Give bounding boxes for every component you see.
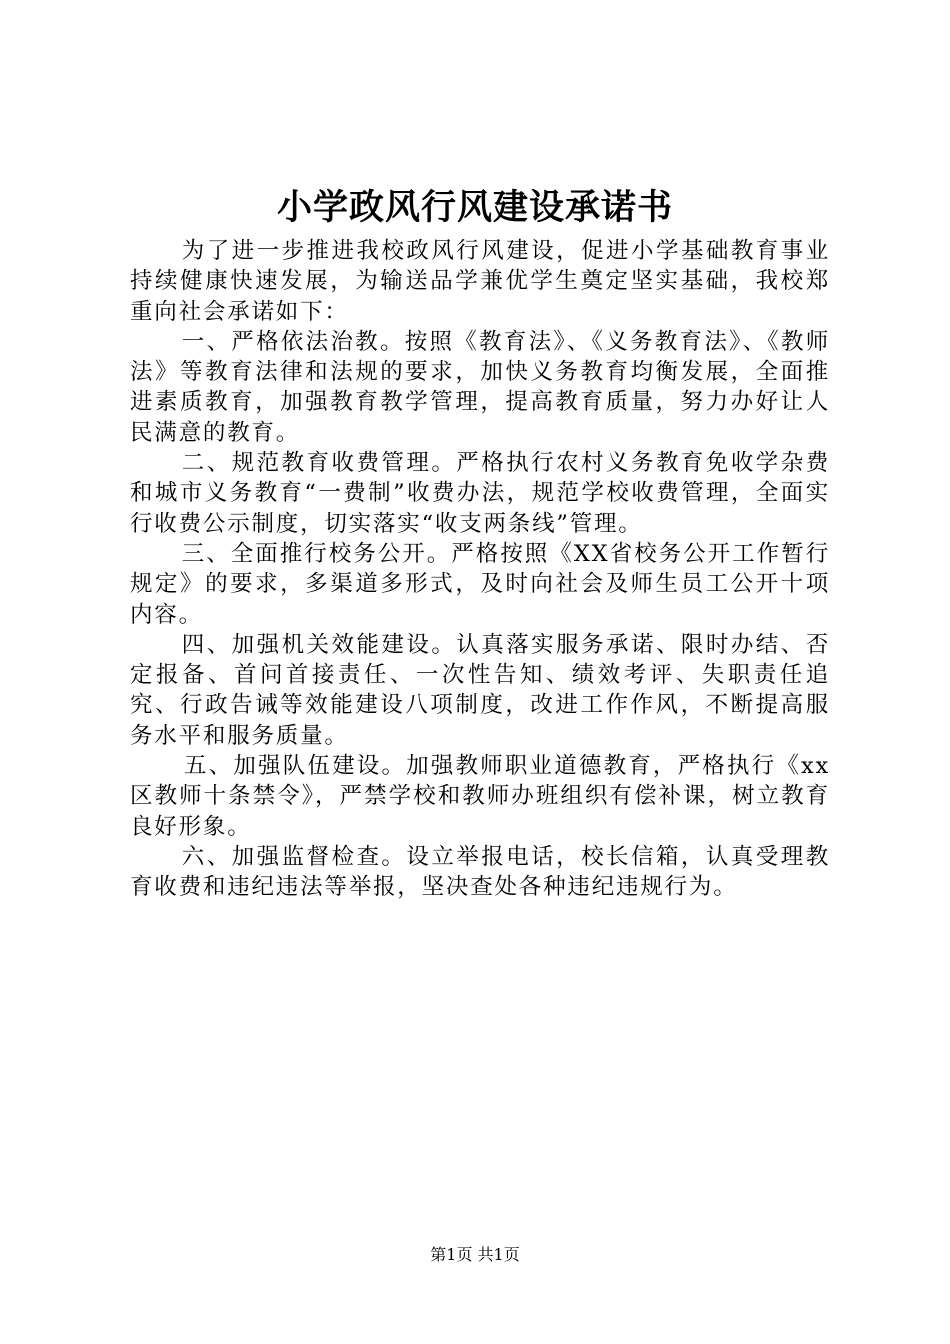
document-title: 小学政风行风建设承诺书 [276,187,673,228]
commitment-paragraph-4: 四、加强机关效能建设。认真落实服务承诺、限时办结、否定报备、首问首接责任、一次性告知、绩效考评、失职责任追究、行政告诫等效能建设八项制度，改进工作作风，不断提高服务水平和服务质量。 [130,631,830,749]
commitment-paragraph-2: 二、规范教育收费管理。严格执行农村义务教育免收学杂费和城市义务教育“一费制”收费办法，规范学校收费管理，全面实行收费公示制度，切实落实“收支两条线”管理。 [130,450,830,537]
commitment-paragraph-1: 一、严格依法治教。按照《教育法》、《义务教育法》、《教师法》等教育法律和法规的要求，加快义务教育均衡发展，全面推进素质教育，加强教育教学管理，提高教育质量，努力办好让人民满意的教育。 [130,328,830,446]
page-number-footer: 第1页 共1页 [430,1245,520,1264]
commitment-paragraph-6: 六、加强监督检查。设立举报电话，校长信箱，认真受理教育收费和违纪违法等举报，坚决查处各种违纪违规行为。 [130,843,830,901]
intro-paragraph: 为了进一步推进我校政风行风建设，促进小学基础教育事业持续健康快速发展，为输送品学兼优学生奠定坚实基础，我校郑重向社会承诺如下： [130,238,830,325]
commitment-paragraph-3: 三、全面推行校务公开。严格按照《XX省校务公开工作暂行规定》的要求，多渠道多形式，及时向社会及师生员工公开十项内容。 [130,540,830,628]
commitment-paragraph-5: 五、加强队伍建设。加强教师职业道德教育，严格执行《xx区教师十条禁令》，严禁学校和教师办班组织有偿补课，树立教育良好形象。 [130,753,830,840]
document-body [130,236,830,903]
